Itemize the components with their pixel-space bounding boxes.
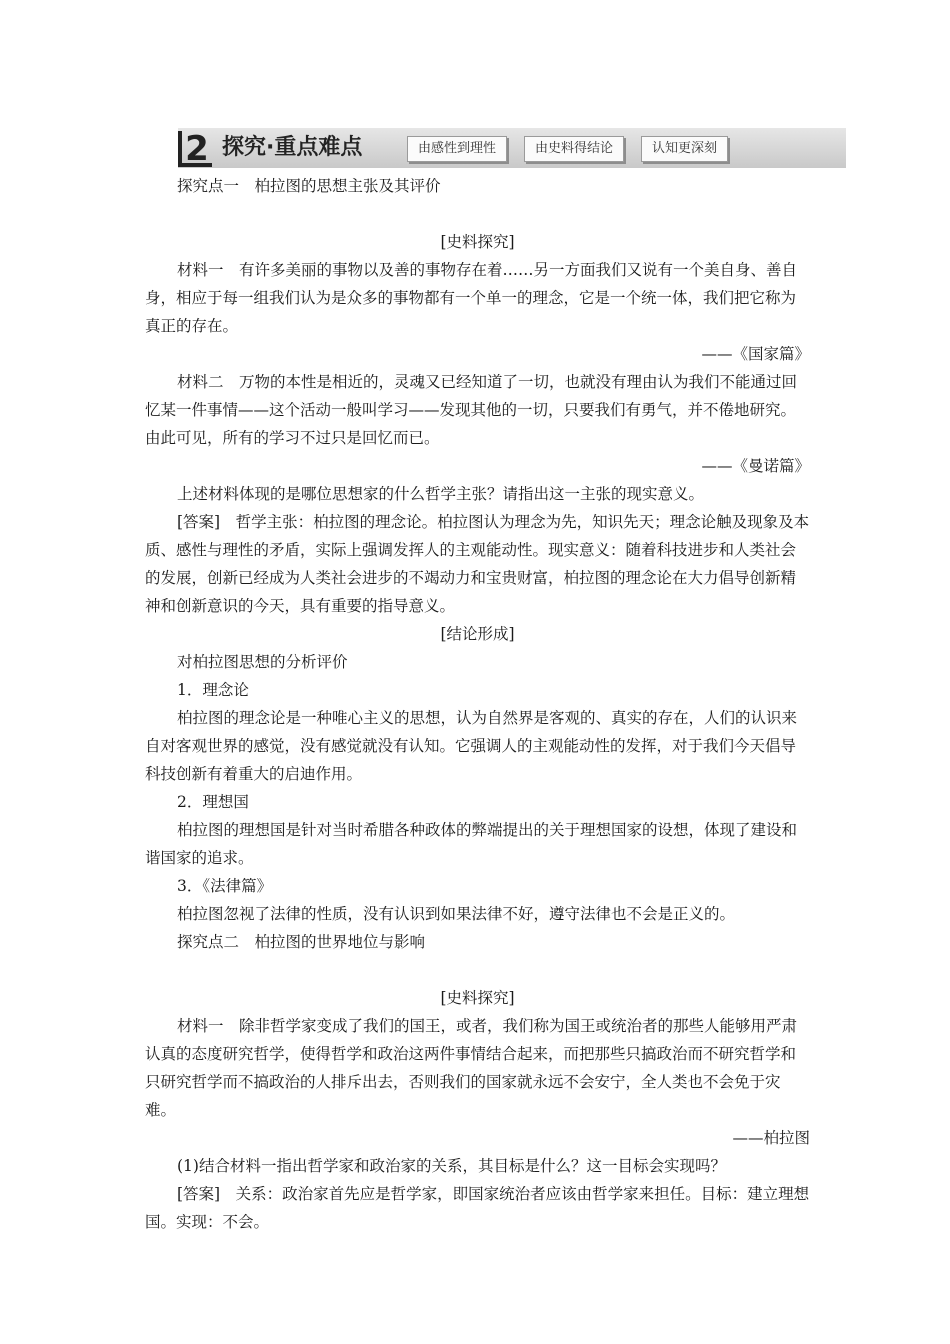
point1-explore-label: [史料探究]	[440, 233, 515, 251]
point2-source1: ——柏拉图	[732, 1129, 810, 1147]
point2-question: (1)结合材料一指出哲学家和政治家的关系，其目标是什么？这一目标会实现吗？	[177, 1157, 726, 1175]
point1-answer: [答案] 哲学主张：柏拉图的理念论。柏拉图认为理念为先，知识先天；理念论触及现象及本质、感性与理性的矛盾，实际上强调发挥人的主观能动性。现实意义：随着科技进步和人类社会的发展，创新已经成为人类社会进步的不竭动力和宝贵财富，柏拉图的理念论在大力倡导创新精神和创新意识的今天，具有重要的指导意义。	[145, 513, 810, 615]
tag-deeper-cognition: 认知更深刻	[641, 136, 728, 162]
tag-sources-to-conclusion: 由史料得结论	[524, 136, 624, 162]
point2-heading: 探究点二 柏拉图的世界地位与影响	[177, 933, 426, 951]
tag-perception-to-reason: 由感性到理性	[407, 136, 507, 162]
point1-heading: 探究点一 柏拉图的思想主张及其评价	[177, 177, 441, 195]
point1-material1: 材料一 有许多美丽的事物以及善的事物存在着……另一方面我们又说有一个美自身、善自身，相应于每一组我们认为是众多的事物都有一个单一的理念，它是一个统一体，我们把它称为真正的存在。	[145, 261, 798, 335]
point2-explore-label: [史料探究]	[440, 989, 515, 1007]
point1-question: 上述材料体现的是哪位思想家的什么哲学主张？请指出这一主张的现实意义。	[177, 485, 705, 503]
item-text: 柏拉图的理念论是一种唯心主义的思想，认为自然界是客观的、真实的存在，人们的认识来自对客观世界的感觉，没有感觉就没有认知。它强调人的主观能动性的发挥，对于我们今天倡导科技创新有着重大的启迪作用。	[145, 709, 798, 783]
point1-source2: ——《曼诺篇》	[701, 457, 810, 475]
item-title: 1．理念论	[177, 681, 249, 699]
point1-source1: ——《国家篇》	[701, 345, 810, 363]
point2-answer: [答案] 关系：政治家首先应是哲学家，即国家统治者应该由哲学家来担任。目标：建立理想国。实现：不会。	[145, 1185, 810, 1231]
point2-material1: 材料一 除非哲学家变成了我们的国王，或者，我们称为国王或统治者的那些人能够用严肃认真的态度研究哲学，使得哲学和政治这两件事情结合起来，而把那些只搞政治而不研究哲学和只研究哲学而不搞政治的人排斥出去，否则我们的国家就永远不会安宁，全人类也不会免于灾难。	[145, 1017, 798, 1119]
section-title: 探究·重点难点	[222, 135, 363, 160]
item-title: 2．理想国	[177, 793, 249, 811]
point1-material2: 材料二 万物的本性是相近的，灵魂又已经知道了一切，也就没有理由认为我们不能通过回忆某一件事情——这个活动一般叫学习——发现其他的一切，只要我们有勇气，并不倦地研究。由此可见，所有的学习不过只是回忆而已。	[145, 373, 798, 447]
item-title: 3．《法律篇》	[177, 877, 273, 895]
section-number-badge: 2	[178, 131, 212, 167]
section-banner	[178, 128, 846, 168]
item-text: 柏拉图忽视了法律的性质，没有认识到如果法律不好，遵守法律也不会是正义的。	[177, 905, 736, 923]
point1-conclusion-label: [结论形成]	[440, 625, 515, 643]
item-text: 柏拉图的理想国是针对当时希腊各种政体的弊端提出的关于理想国家的设想，体现了建设和谐国家的追求。	[145, 821, 798, 867]
document-body	[145, 172, 810, 1236]
point1-conclusion-intro: 对柏拉图思想的分析评价	[177, 653, 348, 671]
